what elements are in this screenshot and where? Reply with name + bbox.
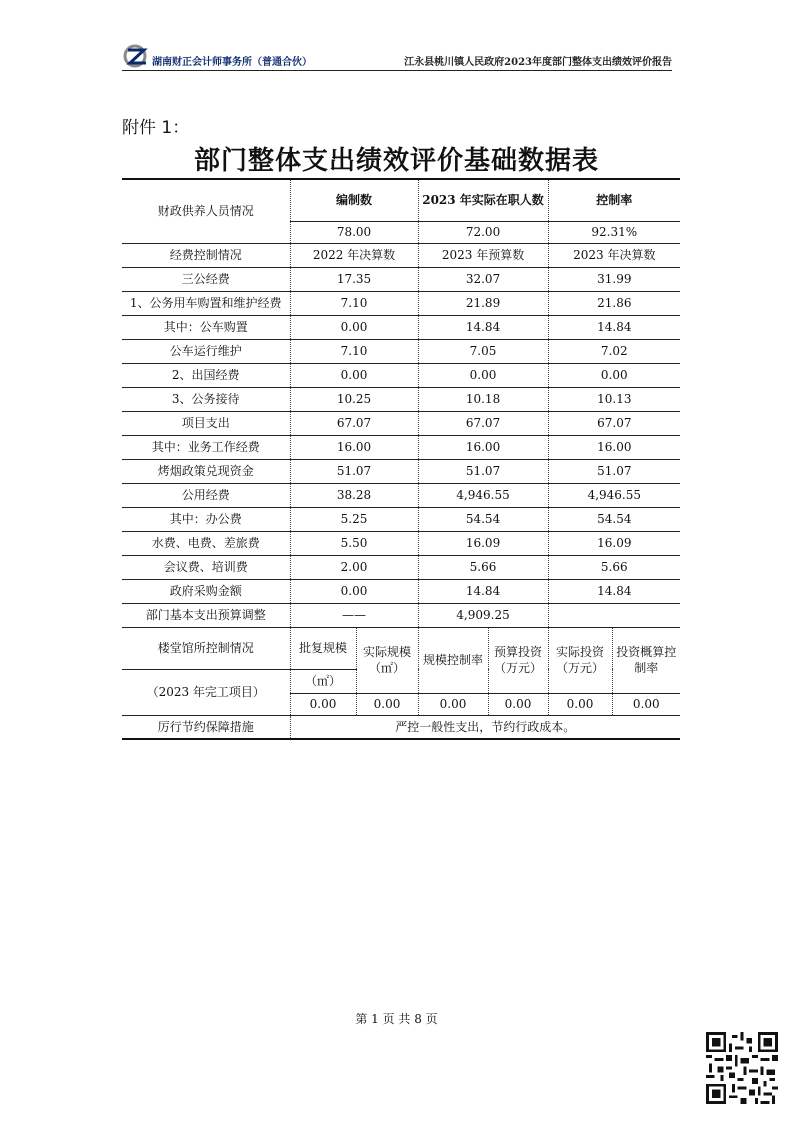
row-label: 水费、电费、差旅费 xyxy=(122,531,290,555)
firm-logo-icon xyxy=(122,44,152,68)
col-scale-rate: 规模控制率 xyxy=(418,627,488,693)
cell-value: 21.89 xyxy=(418,291,548,315)
cell-value: 0.00 xyxy=(488,693,548,715)
row-label: 3、公务接待 xyxy=(122,387,290,411)
firm-name: 湖南财正会计师事务所（普通合伙） xyxy=(152,57,312,68)
cell-value: 0.00 xyxy=(548,693,612,715)
table-row xyxy=(122,339,680,363)
cell-value: 4,946.55 xyxy=(418,483,548,507)
cell-value: 0.00 xyxy=(290,693,356,715)
cell-value: 10.18 xyxy=(418,387,548,411)
cell-value: 0.00 xyxy=(290,363,418,387)
table-row xyxy=(122,315,680,339)
table-row xyxy=(122,555,680,579)
cell-value: 5.66 xyxy=(418,555,548,579)
establishment-value: 78.00 xyxy=(290,221,418,243)
cell-value: 5.50 xyxy=(290,531,418,555)
row-label: 三公经费 xyxy=(122,267,290,291)
saving-text: 严控一般性支出，节约行政成本。 xyxy=(290,715,680,739)
cell-value: 10.13 xyxy=(548,387,680,411)
col-budget-invest: 预算投资（万元） xyxy=(488,627,548,693)
cell-value: 5.25 xyxy=(290,507,418,531)
table-row xyxy=(122,435,680,459)
cell-value: 7.05 xyxy=(418,339,548,363)
page-title: 部门整体支出绩效评价基础数据表 xyxy=(193,146,599,176)
row-label: 会议费、培训费 xyxy=(122,555,290,579)
cell-value: 14.84 xyxy=(418,579,548,603)
row-label: 项目支出 xyxy=(122,411,290,435)
cell-value: 0.00 xyxy=(290,315,418,339)
saving-row xyxy=(122,715,680,739)
col-2023-budget: 2023 年预算数 xyxy=(418,243,548,267)
row-label: 其中：公车购置 xyxy=(122,315,290,339)
staff-label: 财政供养人员情况 xyxy=(122,179,290,243)
building-label: 楼堂馆所控制情况 xyxy=(122,627,290,669)
cell-value: 32.07 xyxy=(418,267,548,291)
cell-value: 0.00 xyxy=(290,579,418,603)
col-actual-invest: 实际投资（万元） xyxy=(548,627,612,693)
cell-value: 51.07 xyxy=(418,459,548,483)
row-label: 其中：业务工作经费 xyxy=(122,435,290,459)
cell-value: 67.07 xyxy=(290,411,418,435)
expense-header-row xyxy=(122,243,680,267)
table-row xyxy=(122,363,680,387)
cell-value: 7.02 xyxy=(548,339,680,363)
col-control-rate: 控制率 xyxy=(548,179,680,221)
adjust-label: 部门基本支出预算调整 xyxy=(122,603,290,627)
table-row xyxy=(122,531,680,555)
cell-value: 0.00 xyxy=(612,693,680,715)
row-label: 公用经费 xyxy=(122,483,290,507)
cell-value: 10.25 xyxy=(290,387,418,411)
cell-value: 16.09 xyxy=(548,531,680,555)
table-row xyxy=(122,459,680,483)
cell-value: 51.07 xyxy=(548,459,680,483)
row-label: 其中：办公费 xyxy=(122,507,290,531)
table-row xyxy=(122,387,680,411)
cell-value: 14.84 xyxy=(548,315,680,339)
table-row xyxy=(122,483,680,507)
table-row xyxy=(122,507,680,531)
cell-value: 7.10 xyxy=(290,339,418,363)
col-actual-scale: 实际规模（㎡） xyxy=(356,627,418,693)
cell-value: 4,946.55 xyxy=(548,483,680,507)
saving-label: 厉行节约保障措施 xyxy=(122,715,290,739)
table-row xyxy=(122,411,680,435)
table-row xyxy=(122,579,680,603)
cell-value: 5.66 xyxy=(548,555,680,579)
control-rate-value: 92.31% xyxy=(548,221,680,243)
cell-value: 7.10 xyxy=(290,291,418,315)
cell-value: 0.00 xyxy=(418,693,488,715)
table-row xyxy=(122,291,680,315)
cell-value: 17.35 xyxy=(290,267,418,291)
table-row xyxy=(122,267,680,291)
row-label: 烤烟政策兑现资金 xyxy=(122,459,290,483)
staff-header-row xyxy=(122,179,680,221)
cell-value: 0.00 xyxy=(356,693,418,715)
report-title: 江永县桃川镇人民政府2023年度部门整体支出绩效评价报告 xyxy=(404,57,672,68)
cell-value: 51.07 xyxy=(290,459,418,483)
cell-value: 16.09 xyxy=(418,531,548,555)
row-label: 公车运行维护 xyxy=(122,339,290,363)
cell-value: 0.00 xyxy=(548,363,680,387)
cell-value: 0.00 xyxy=(418,363,548,387)
col-approved-unit: （㎡） xyxy=(290,669,356,693)
cell-value: 38.28 xyxy=(290,483,418,507)
cell-value: 2.00 xyxy=(290,555,418,579)
cell-value: 31.99 xyxy=(548,267,680,291)
cell-value: 16.00 xyxy=(418,435,548,459)
row-label: 1、公务用车购置和维护经费 xyxy=(122,291,290,315)
expense-label: 经费控制情况 xyxy=(122,243,290,267)
col-2022-final: 2022 年决算数 xyxy=(290,243,418,267)
col-establishment: 编制数 xyxy=(290,179,418,221)
adjust-2022: —— xyxy=(290,603,418,627)
actual-staff-value: 72.00 xyxy=(418,221,548,243)
col-2023-final: 2023 年决算数 xyxy=(548,243,680,267)
row-label: 政府采购金额 xyxy=(122,579,290,603)
col-invest-rate: 投资概算控制率 xyxy=(612,627,680,693)
budget-adjust-row xyxy=(122,603,680,627)
cell-value: 14.84 xyxy=(548,579,680,603)
data-table xyxy=(122,178,680,740)
cell-value: 16.00 xyxy=(290,435,418,459)
col-actual-staff: 2023 年实际在职人数 xyxy=(418,179,548,221)
cell-value: 67.07 xyxy=(418,411,548,435)
cell-value: 54.54 xyxy=(418,507,548,531)
cell-value: 14.84 xyxy=(418,315,548,339)
building-sublabel: （2023 年完工项目） xyxy=(122,669,290,715)
cell-value: 16.00 xyxy=(548,435,680,459)
building-header-row xyxy=(122,627,680,669)
page-header xyxy=(122,44,672,71)
cell-value: 67.07 xyxy=(548,411,680,435)
qr-code-icon xyxy=(706,1032,778,1104)
adjust-2023-budget: 4,909.25 xyxy=(418,603,548,627)
col-approved-scale: 批复规模 xyxy=(290,627,356,669)
adjust-2023-final xyxy=(548,603,680,627)
row-label: 2、出国经费 xyxy=(122,363,290,387)
page-number: 第 1 页 共 8 页 xyxy=(355,1012,438,1026)
cell-value: 54.54 xyxy=(548,507,680,531)
attachment-label: 附件 1： xyxy=(122,118,190,138)
cell-value: 21.86 xyxy=(548,291,680,315)
